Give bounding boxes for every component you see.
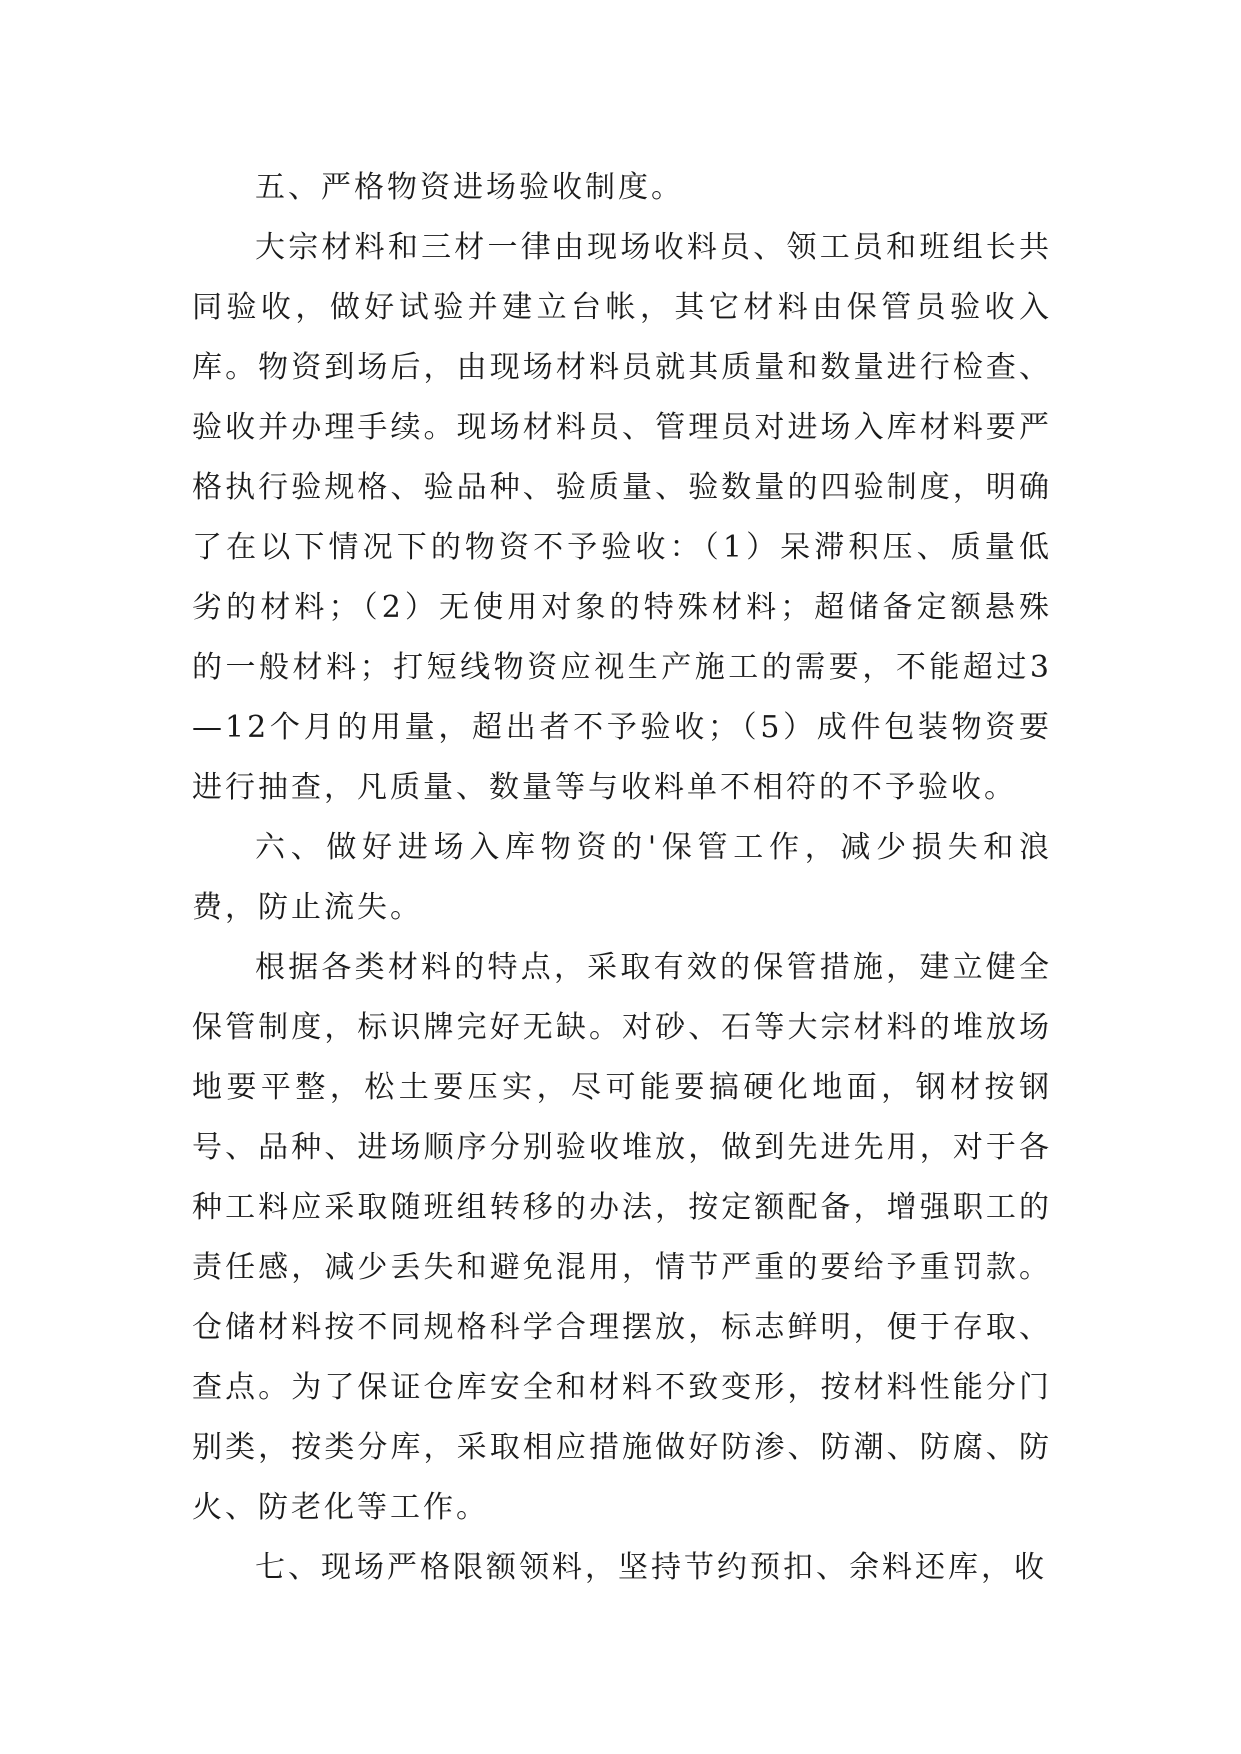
section-heading-5: 五、严格物资进场验收制度。 [255,170,684,205]
section-heading-7: 七、现场严格限额领料，坚持节约预扣、余料还库，收 [255,1550,1047,1585]
document-body [192,158,1052,1598]
paragraph-storage: 根据各类材料的特点，采取有效的保管措施，建立健全保管制度，标识牌完好无缺。对砂、石等大宗材料的堆放场地要平整，松土要压实，尽可能要搞硬化地面，钢材按钢号、品种、进场顺序分别验收堆放，做到先进先用，对于各种工料应采取随班组转移的办法，按定额配备，增强职工的责任感，减少丢失和避免混用，情节严重的要给予重罚款。仓储材料按不同规格科学合理摆放，标志鲜明，便于存取、查点。为了保证仓库安全和材料不致变形，按材料性能分门别类，按类分库，采取相应措施做好防渗、防潮、防腐、防火、防老化等工作。 [192,950,1052,1525]
paragraph-acceptance: 大宗材料和三材一律由现场收料员、领工员和班组长共同验收，做好试验并建立台帐，其它材料由保管员验收入库。物资到场后，由现场材料员就其质量和数量进行检查、验收并办理手续。现场材料员、管理员对进场入库材料要严格执行验规格、验品种、验质量、验数量的四验制度，明确了在以下情况下的物资不予验收：（1）呆滞积压、质量低劣的材料；（2）无使用对象的特殊材料；超储备定额悬殊的一般材料；打短线物资应视生产施工的需要，不能超过3—12个月的用量，超出者不予验收；（5）成件包装物资要进行抽查，凡质量、数量等与收料单不相符的不予验收。 [192,230,1052,805]
section-heading-6: 六、做好进场入库物资的'保管工作，减少损失和浪费，防止流失。 [192,830,1052,925]
